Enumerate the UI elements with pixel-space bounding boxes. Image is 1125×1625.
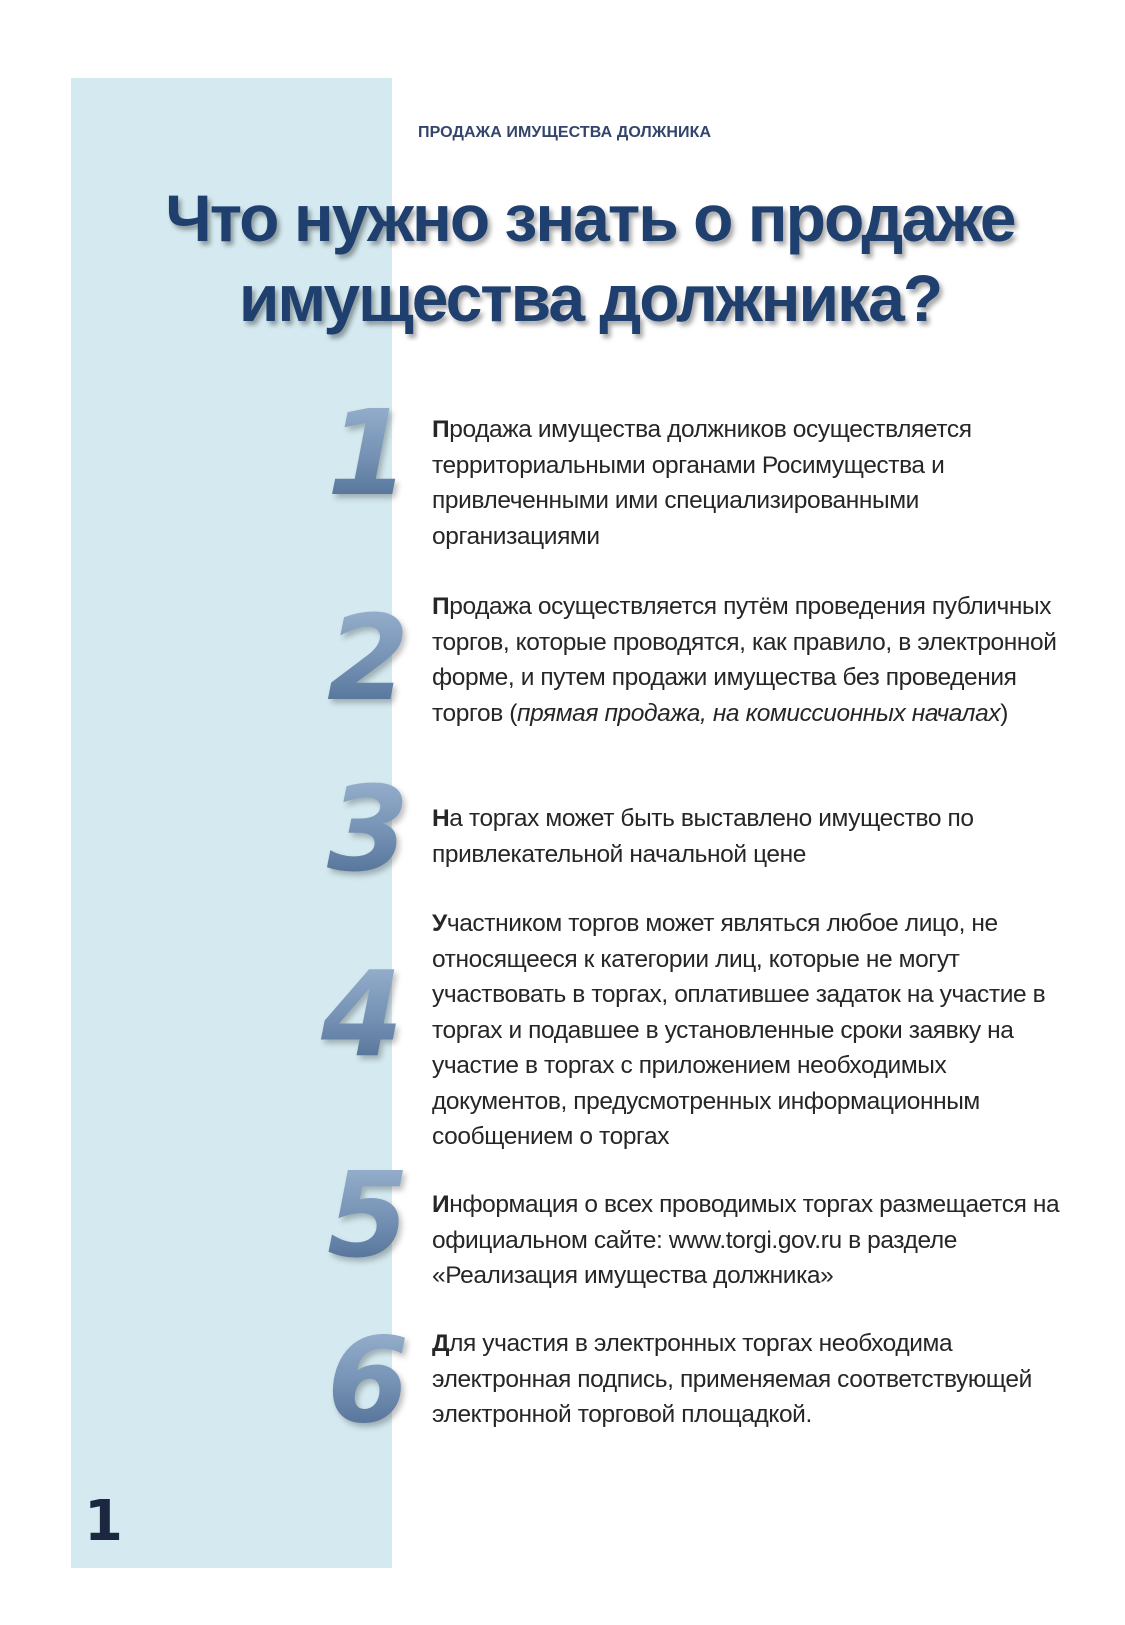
item-body: а торгах может быть выставлено имущество по привлекательной начальной цене <box>432 805 974 868</box>
item-text-3 <box>432 801 1072 872</box>
page-number: 1 <box>84 1489 123 1554</box>
title-line-2: имущества должника? <box>238 261 942 335</box>
item-lead-letter: И <box>432 1191 450 1218</box>
item-number-4: 4 <box>312 955 412 1073</box>
title-line-1: Что нужно знать о продаже <box>165 181 1015 255</box>
item-body: родажа осуществляется путём проведения публичных торгов, которые проводятся, как правило, в электронной форме, и путем продажи имущества без проведения торгов ( <box>432 593 1057 727</box>
item-italic: прямая продажа, на комиссионных началах <box>517 699 1001 727</box>
item-number-2: 2 <box>318 599 418 717</box>
item-number-3: 3 <box>318 770 418 888</box>
item-text-2 <box>432 589 1072 731</box>
item-body: родажа имущества должников осуществляется территориальными органами Росимущества и привлеченными ими специализированными организациями <box>432 416 972 550</box>
item-text-6 <box>432 1326 1072 1433</box>
item-lead-letter: У <box>432 910 447 937</box>
page-title <box>150 178 1030 338</box>
item-lead-letter: П <box>432 416 450 443</box>
item-number-5: 5 <box>318 1156 418 1274</box>
item-body: ля участия в электронных торгах необходима электронная подпись, применяемая соответствующей электронной торговой площадкой. <box>432 1330 1032 1428</box>
item-body: частником торгов может являться любое лицо, не относящееся к категории лиц, которые не могут участвовать в торгах, оплатившее задаток на участие в торгах и подавшее в установленные сроки заявку на участие в торгах с приложением необходимых документов, предусмотренных информационным сообщением о торгах <box>432 910 1046 1150</box>
item-lead-letter: П <box>432 593 450 620</box>
item-body: нформация о всех проводимых торгах размещается на официальном сайте: www.torgi.gov.ru в разделе «Реализация имущества должника» <box>432 1191 1060 1289</box>
item-lead-letter: Д <box>432 1330 450 1357</box>
item-tail: ) <box>1000 699 1008 727</box>
item-number-1: 1 <box>318 394 418 512</box>
item-lead-letter: Н <box>432 805 450 832</box>
item-text-4 <box>432 906 1072 1155</box>
item-text-5 <box>432 1187 1072 1294</box>
item-number-6: 6 <box>318 1321 418 1439</box>
section-label: ПРОДАЖА ИМУЩЕСТВА ДОЛЖНИКА <box>418 124 712 141</box>
item-text-1 <box>432 412 1072 554</box>
